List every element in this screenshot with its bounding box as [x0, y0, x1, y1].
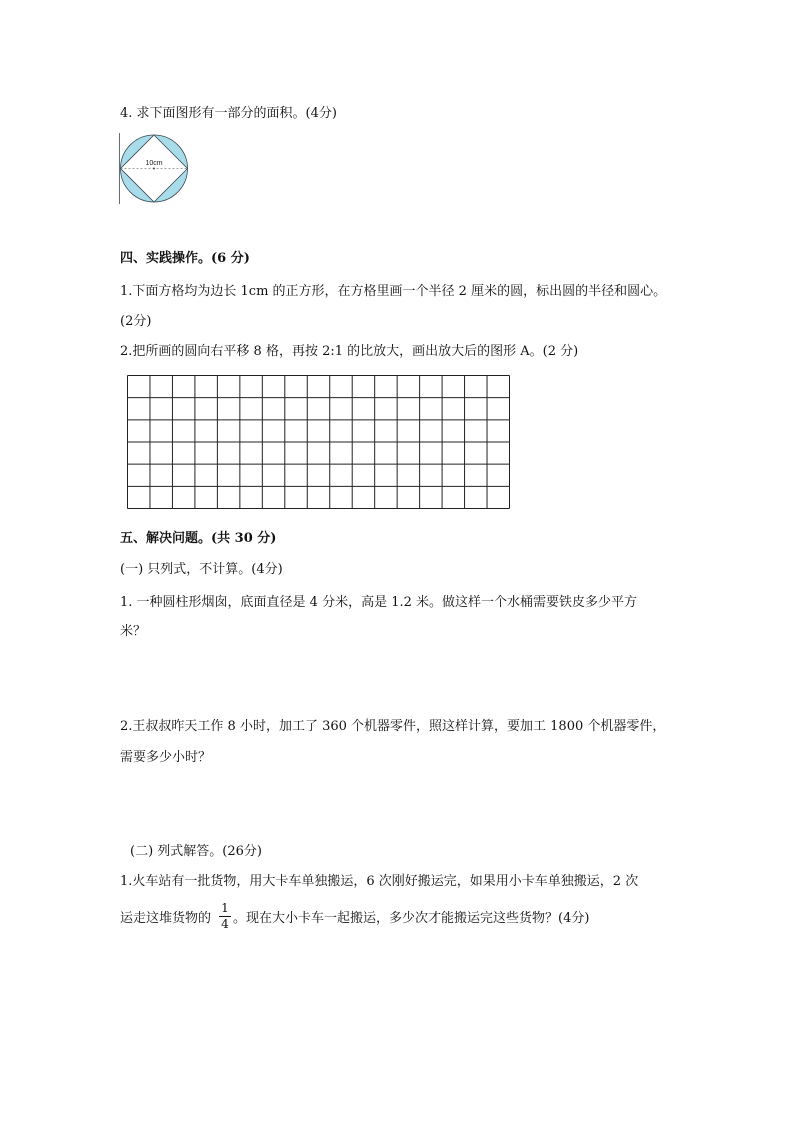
section-4-question-1-score: (2分) — [120, 314, 152, 329]
section-4-question-1: 1.下面方格均为边长 1cm 的正方形，在方格里画一个半径 2 厘米的圆，标出圆的半径和圆心。 — [120, 284, 667, 299]
part-1-question-1: 1. 一种圆柱形烟囱，底面直径是 4 分米，高是 1.2 米。做这样一个水桶需要铁皮多少平方 — [120, 595, 638, 610]
part-1-question-2: 2.王叔叔昨天工作 8 小时，加工了 360 个机器零件，照这样计算，要加工 1800 个机器零件， — [120, 719, 666, 734]
part-1-question-1-cont: 米？ — [120, 624, 147, 639]
section-4-question-2: 2.把所画的圆向右平移 8 格，再按 2:1 的比放大，画出放大后的图形 A。(2 分) — [120, 344, 579, 359]
part-1-question-2-cont: 需要多少小时？ — [120, 750, 212, 765]
square-grid — [127, 375, 510, 509]
part-2-heading: (二) 列式解答。(26分) — [130, 844, 262, 859]
section-5-heading: 五、解决问题。(共 30 分) — [120, 531, 277, 546]
section-4-heading: 四、实践操作。(6 分) — [120, 251, 250, 266]
question-4-area: 4. 求下面图形有一部分的面积。(4分) — [120, 106, 337, 121]
part-1-heading: (一) 只列式，不计算。(4分) — [120, 562, 283, 577]
part-2-question-1: 1.火车站有一批货物，用大卡车单独搬运，6 次刚好搬运完，如果用小卡车单独搬运，2 次 — [120, 874, 639, 889]
fraction-one-quarter — [219, 902, 231, 931]
part-2-question-1-pre: 运走这堆货物的 — [120, 911, 212, 926]
figure-diameter-label: 10cm — [145, 160, 163, 167]
fraction-denominator: 4 — [221, 917, 229, 931]
part-2-question-1-post: 。现在大小卡车一起搬运，多少次才能搬运完这些货物？(4分) — [233, 911, 590, 926]
fraction-numerator: 1 — [219, 902, 231, 917]
circle-square-figure — [119, 133, 189, 204]
